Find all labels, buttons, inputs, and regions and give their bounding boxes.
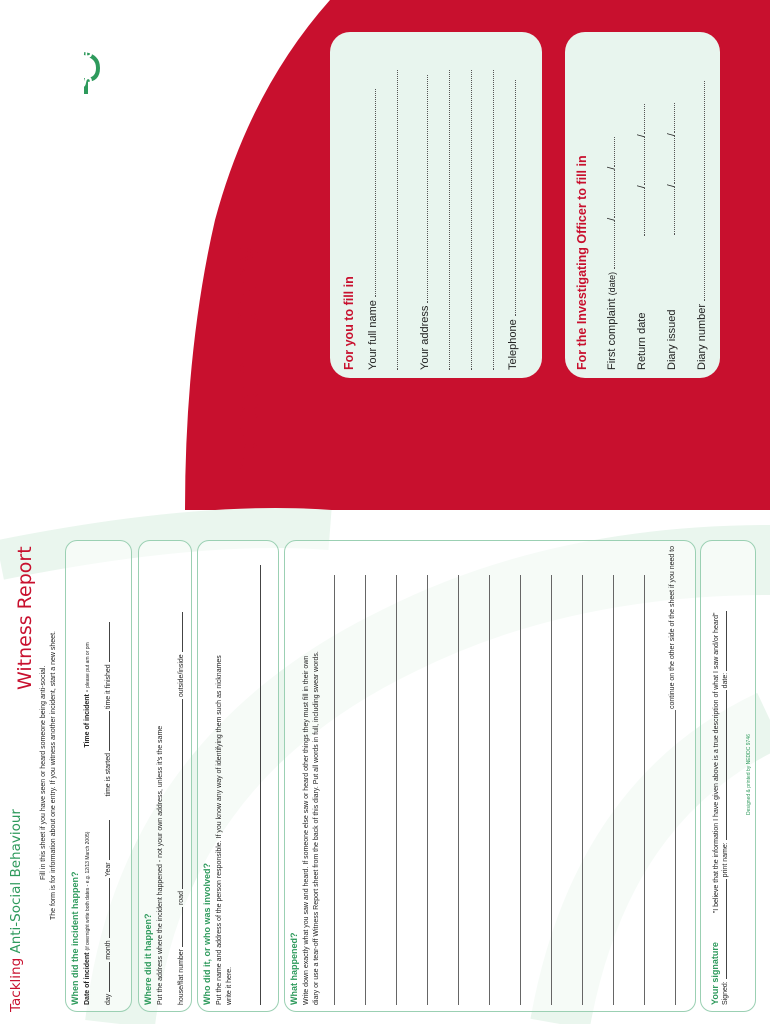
who-text-2: write it here.: [226, 966, 233, 1005]
writing-line[interactable]: [334, 575, 335, 1005]
print-name-field[interactable]: [719, 690, 727, 840]
address-label: Your address: [419, 305, 431, 370]
cover-title: [60, 345, 162, 478]
what-box: [284, 540, 696, 1012]
logo-line-1: North East Derbyshire: [55, 31, 76, 232]
address-line-2[interactable]: [440, 70, 450, 370]
date-sep: /: [636, 134, 648, 138]
diary-issued-month[interactable]: [665, 136, 675, 184]
signature-statement: "I believe that the information I have given above is a true description of what I saw and/or heard": [713, 612, 720, 914]
date-sep: /: [606, 217, 618, 221]
writing-line[interactable]: [613, 575, 614, 1005]
diary-issued-day[interactable]: [665, 187, 675, 235]
writing-line[interactable]: [458, 575, 459, 1005]
writing-line[interactable]: [582, 575, 583, 1005]
who-text-1: Put the name and address of the person responsible. If you know any way of identifying them such as nicknames: [216, 655, 223, 1005]
first-complaint-day[interactable]: [605, 221, 615, 269]
road-field[interactable]: [175, 699, 183, 889]
writing-line[interactable]: [489, 575, 490, 1005]
time-started-field[interactable]: [102, 711, 110, 751]
telephone-label: Telephone: [507, 319, 519, 370]
you-panel: [330, 32, 542, 378]
house-label: house/flat number: [178, 948, 185, 1005]
where-text: Put the address where the incident happened - not your own address, unless it's the same: [157, 725, 164, 1005]
house-field[interactable]: [175, 907, 183, 947]
who-heading: Who did it, or who was involved?: [202, 862, 212, 1005]
return-date-month[interactable]: [635, 137, 645, 185]
first-complaint-year[interactable]: [605, 137, 615, 167]
signed-field[interactable]: [719, 879, 727, 979]
what-heading: What happened?: [289, 932, 299, 1005]
cover-title-line-3: Behaviour: [130, 351, 159, 478]
address-line-1[interactable]: [418, 75, 428, 303]
form-header: [8, 809, 24, 1012]
return-date-year[interactable]: [635, 104, 645, 134]
return-date-label: Return date: [636, 312, 648, 370]
where-box: [138, 540, 192, 1012]
address-line-3[interactable]: [462, 70, 472, 370]
diary-issued-label: Diary issued: [666, 309, 678, 370]
day-field[interactable]: [102, 962, 110, 992]
year-label: Year: [105, 862, 112, 877]
form-intro-2: The form is for information about one entry. If you witness another incident, start a new sheet.: [50, 631, 57, 920]
signature-heading: Your signature: [710, 942, 720, 1005]
incident-diary-title: Incident Diary: [228, 243, 266, 482]
logo-line-2: Community Safety: [76, 31, 97, 199]
signed-label: Signed:: [722, 981, 729, 1005]
writing-line[interactable]: [551, 575, 552, 1005]
sig-date-field[interactable]: [719, 611, 727, 671]
cover-title-line-1: Tackling: [62, 377, 91, 478]
time-finished-label: time it finished: [105, 664, 112, 710]
officer-panel-heading: For the Investigating Officer to fill in: [575, 155, 589, 370]
month-field[interactable]: [102, 878, 110, 938]
diary-number-line[interactable]: [695, 81, 705, 301]
when-heading: When did the incident happen?: [70, 871, 80, 1005]
first-complaint-label: First complaint: [606, 298, 618, 370]
witness-report-title: Witness Report: [14, 546, 36, 690]
date-sep: /: [636, 185, 648, 189]
full-name-label: Your full name: [367, 300, 379, 370]
writing-line[interactable]: [644, 575, 645, 1005]
return-date-day[interactable]: [635, 188, 645, 236]
writing-line[interactable]: [396, 575, 397, 1005]
date-of-incident-note: (if overnight write both dates - e.g. 12/13 March 2005): [85, 831, 91, 951]
continue-note: continue on the other side of the sheet if you need to: [669, 545, 676, 709]
officer-panel: [565, 32, 720, 378]
logo-line-3: Partnership: [97, 31, 118, 137]
sig-date-label: date:: [722, 672, 729, 689]
designed-by: Designed & printed by NEDDC 9746: [746, 734, 752, 815]
you-panel-heading: For you to fill in: [342, 276, 356, 370]
diary-number-label: Diary number: [696, 303, 708, 370]
writing-line[interactable]: [520, 575, 521, 1005]
date-sep: /: [666, 184, 678, 188]
what-text-2: diary or use a tear-off Witness Report sheet from the back of this diary. Put all words in full, including swear words.: [313, 651, 320, 1005]
time-of-incident-label: Time of incident -: [84, 689, 91, 748]
year-field[interactable]: [102, 820, 110, 860]
cover-title-line-2: Anti-Social: [96, 345, 125, 478]
when-box: [65, 540, 132, 1012]
month-label: month: [105, 940, 112, 960]
date-sep: /: [666, 133, 678, 137]
first-complaint-month[interactable]: [605, 170, 615, 218]
road-label: road: [178, 891, 185, 906]
writing-line[interactable]: [427, 575, 428, 1005]
writing-line[interactable]: [675, 710, 676, 1005]
time-finished-field[interactable]: [102, 622, 110, 662]
who-box: [197, 540, 279, 1012]
outside-label: outside/inside: [178, 654, 185, 698]
first-complaint-note: (date): [607, 271, 617, 296]
outside-field[interactable]: [175, 612, 183, 652]
print-name-label: print name:: [722, 842, 729, 878]
time-of-incident-note: please put am or pm: [85, 642, 91, 688]
day-label: day: [105, 993, 112, 1005]
address-line-4[interactable]: [484, 70, 494, 370]
full-name-line-2[interactable]: [388, 70, 398, 370]
date-sep: /: [606, 166, 618, 170]
date-of-incident-label: Date of incident: [84, 952, 91, 1005]
who-line-1[interactable]: [253, 565, 261, 1005]
what-text-1: Write down exactly what you saw and heard. If someone else saw or heard other things they must fill in their own: [303, 655, 310, 1005]
telephone-line[interactable]: [506, 80, 516, 316]
form-intro-1: Fill in this sheet if you have seen or heard someone being anti-social.: [40, 665, 47, 880]
form-header-prefix: Tackling: [8, 957, 24, 1012]
full-name-line[interactable]: [366, 89, 376, 297]
where-heading: Where did it happen?: [143, 913, 153, 1005]
diary-issued-year[interactable]: [665, 103, 675, 133]
form-header-highlight: Anti-Social Behaviour: [8, 809, 24, 954]
writing-line[interactable]: [365, 575, 366, 1005]
time-started-label: time is started: [105, 752, 112, 797]
